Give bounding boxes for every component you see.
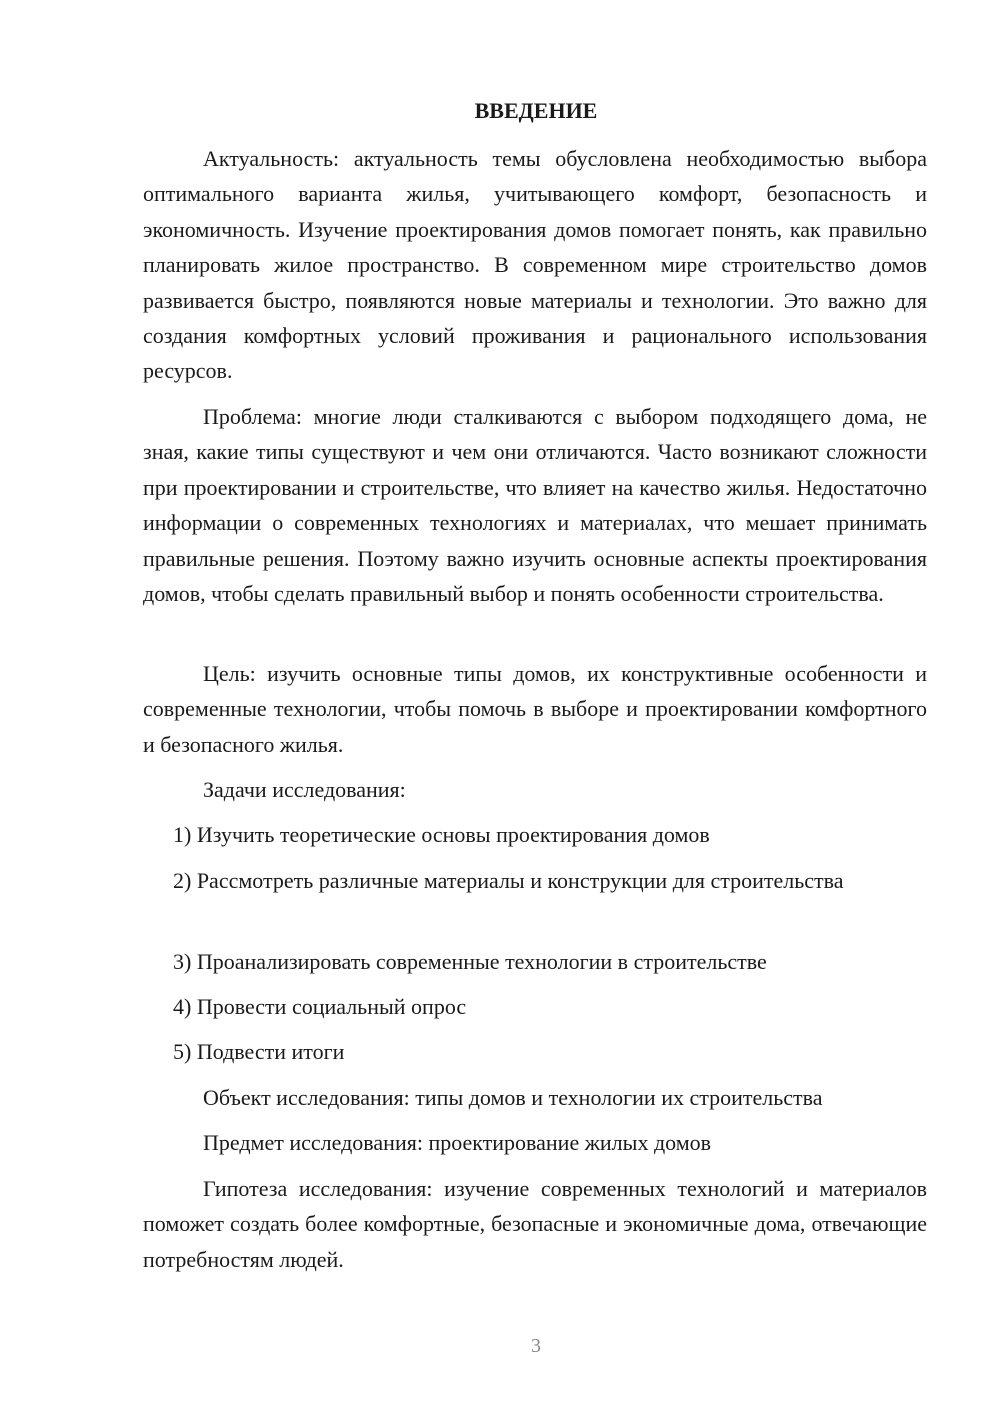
task-item-4: 4) Провести социальный опрос xyxy=(173,994,467,1019)
research-subject: Предмет исследования: проектирование жилых домов xyxy=(203,1130,712,1155)
research-object: Объект исследования: типы домов и технологии их строительства xyxy=(203,1085,823,1110)
paragraph-goal: Цель: изучить основные типы домов, их конструктивные особенности и современные технологии, чтобы помочь в выборе и проектировании комфортного и безопасного жилья. xyxy=(143,661,927,757)
task-item-1: 1) Изучить теоретические основы проектирования домов xyxy=(173,822,710,847)
tasks-title: Задачи исследования: xyxy=(203,777,406,802)
page-number: 3 xyxy=(531,1335,541,1357)
task-item-2: 2) Рассмотреть различные материалы и конструкции для строительства xyxy=(173,868,844,893)
paragraph-relevance: Актуальность: актуальность темы обусловлена необходимостью выбора оптимального варианта жилья, учитывающего комфорт, безопасность и экономичность. Изучение проектирования домов помогает понять, как правильно планировать жилое пространство. В современном мире строительство домов развивается быстро, появляются новые материалы и технологии. Это важно для создания комфортных условий проживания и рационального использования ресурсов. xyxy=(143,146,927,384)
paragraph-problem: Проблема: многие люди сталкиваются с выбором подходящего дома, не зная, какие типы существуют и чем они отличаются. Часто возникают сложности при проектировании и строительстве, что влияет на качество жилья. Недостаточно информации о современных технологиях и материалах, что мешает принимать правильные решения. Поэтому важно изучить основные аспекты проектирования домов, чтобы сделать правильный выбор и понять особенности строительства. xyxy=(143,404,927,607)
page-title: ВВЕДЕНИЕ xyxy=(474,98,598,123)
task-item-3: 3) Проанализировать современные технологии в строительстве xyxy=(173,949,767,974)
task-item-5: 5) Подвести итоги xyxy=(173,1039,345,1064)
research-hypothesis: Гипотеза исследования: изучение современных технологий и материалов поможет создать более комфортные, безопасные и экономичные дома, отвечающие потребностям людей. xyxy=(143,1176,927,1272)
